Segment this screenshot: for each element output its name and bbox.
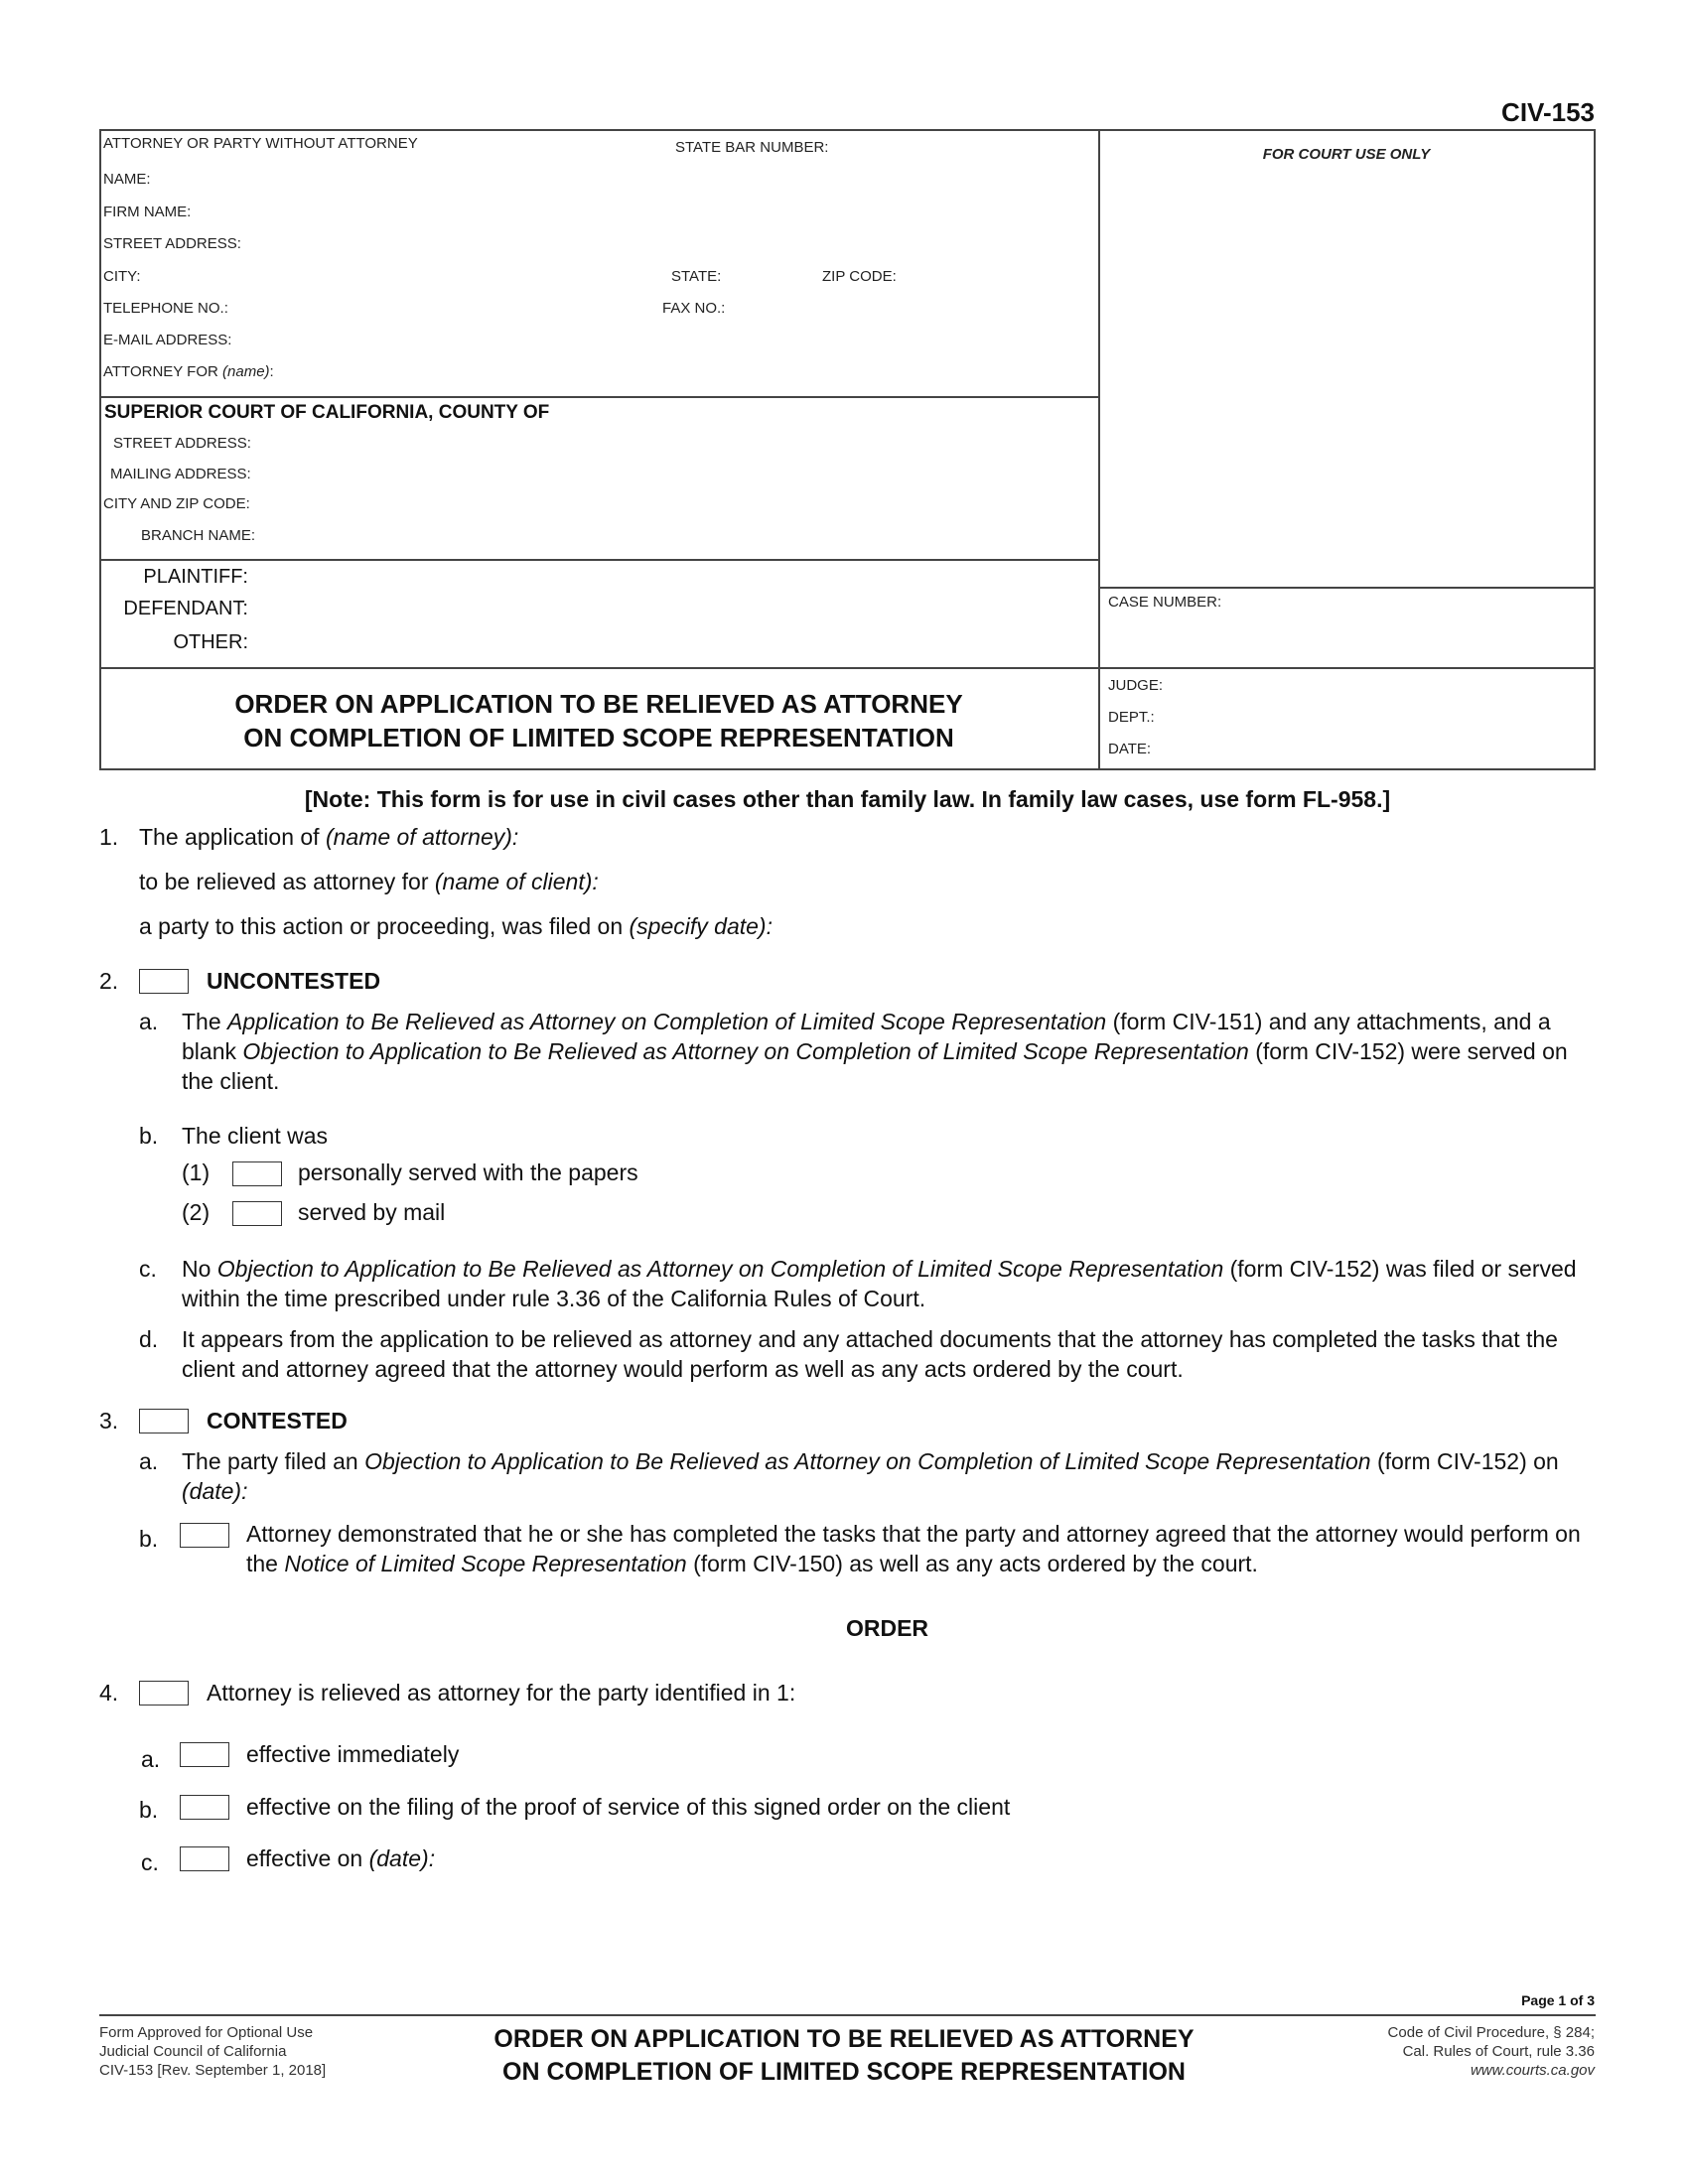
attorney-party-label: ATTORNEY OR PARTY WITHOUT ATTORNEY [103, 135, 418, 152]
caption-right-border [1594, 129, 1596, 769]
court-street-label: STREET ADDRESS: [113, 435, 251, 452]
footer-left: Form Approved for Optional Use Judicial Council of California CIV-153 [Rev. September 1, 2018] [99, 2024, 327, 2079]
item3b-text: Attorney demonstrated that he or she has completed the tasks that the party and attorney agreed that the attorney would perform on the Notice of Limited Scope Representation (form CIV-150) as well as any acts ordered by the court. [246, 1521, 1581, 1576]
item4c-text: effective on (date): [246, 1845, 436, 1871]
footer-title: ORDER ON APPLICATION TO BE RELIEVED AS ATTORNEY ON COMPLETION OF LIMITED SCOPE REPRESENTATION [493, 2025, 1195, 2086]
effective-on-date-checkbox[interactable] [180, 1846, 229, 1871]
attorney-for-label: ATTORNEY FOR (name): [103, 363, 274, 380]
page-number: Page 1 of 3 [1521, 1992, 1595, 2008]
court-block-divider [99, 559, 1098, 561]
item2b2-number: (2) [182, 1199, 211, 1225]
judge-label: JUDGE: [1108, 677, 1164, 694]
contested-heading: CONTESTED [207, 1408, 348, 1433]
item2b1-text: personally served with the papers [298, 1160, 638, 1185]
name-label: NAME: [103, 171, 151, 188]
attorney-relieved-checkbox[interactable] [139, 1681, 189, 1706]
item1-line1: The application of (name of attorney): [139, 824, 519, 850]
item2c-label: c. [139, 1256, 157, 1282]
item2d-text: It appears from the application to be relieved as attorney and any attached documents that the attorney has completed the tasks that the client and attorney agreed that the attorney would perform as well as any acts ordered by the court. [182, 1326, 1558, 1382]
item1-line3: a party to this action or proceeding, was filed on (specify date): [139, 913, 773, 939]
item4b-label: b. [139, 1797, 159, 1823]
email-label: E-MAIL ADDRESS: [103, 332, 232, 348]
personally-served-checkbox[interactable] [232, 1161, 282, 1186]
title-block-divider [99, 667, 1596, 669]
item2a-text: The Application to Be Relieved as Attorney on Completion of Limited Scope Representation (form CIV-151) and any attachments, and a blank Objection to Application to Be Relieved as Attorney on Completion of Limited Scope Representation (form CIV-152) were served on the client. [182, 1009, 1568, 1094]
form-title: ORDER ON APPLICATION TO BE RELIEVED AS ATTORNEY ON COMPLETION OF LIMITED SCOPE REPRESENTATION [234, 689, 963, 752]
court-branch-label: BRANCH NAME: [141, 527, 256, 544]
item3b-label: b. [139, 1526, 159, 1552]
item3a-label: a. [139, 1448, 159, 1474]
order-heading: ORDER [845, 1615, 929, 1641]
fax-label: FAX NO.: [662, 300, 726, 317]
item3-number: 3. [99, 1408, 119, 1433]
caption-middle-divider [1098, 129, 1100, 769]
caption-top-border [99, 129, 1596, 131]
effective-on-filing-checkbox[interactable] [180, 1795, 229, 1820]
state-label: STATE: [671, 268, 722, 285]
item2-number: 2. [99, 968, 119, 994]
caption-bottom-border [99, 768, 1596, 770]
form-number: CIV-153 [1501, 97, 1595, 127]
plaintiff-label: PLAINTIFF: [143, 566, 248, 588]
item2c-text: No Objection to Application to Be Relieved as Attorney on Completion of Limited Scope Representation (form CIV-152) was filed or served within the time prescribed under rule 3.36 of the California Rules of Court. [182, 1256, 1577, 1311]
item4-number: 4. [99, 1680, 119, 1706]
firm-name-label: FIRM NAME: [103, 204, 192, 220]
item1-number: 1. [99, 824, 119, 850]
item2b-text: The client was [182, 1123, 329, 1149]
item3a-text: The party filed an Objection to Application to Be Relieved as Attorney on Completion of Limited Scope Representation (form CIV-152) on (date): [182, 1448, 1559, 1504]
item2b1-number: (1) [182, 1160, 211, 1185]
item2b-label: b. [139, 1123, 159, 1149]
footer-rule [99, 2014, 1596, 2016]
court-heading: SUPERIOR COURT OF CALIFORNIA, COUNTY OF [104, 402, 550, 423]
served-by-mail-checkbox[interactable] [232, 1201, 282, 1226]
item2a-label: a. [139, 1009, 159, 1034]
footer-right: Code of Civil Procedure, § 284; Cal. Rules of Court, rule 3.36 www.courts.ca.gov [1387, 2024, 1595, 2079]
other-label: OTHER: [173, 631, 248, 653]
effective-immediately-checkbox[interactable] [180, 1742, 229, 1767]
item4c-label: c. [141, 1849, 159, 1875]
item4a-label: a. [141, 1746, 161, 1772]
item2b2-text: served by mail [298, 1199, 446, 1225]
court-use-label: FOR COURT USE ONLY [1262, 146, 1431, 163]
court-city-zip-label: CITY AND ZIP CODE: [103, 495, 250, 512]
item2d-label: d. [139, 1326, 159, 1352]
item4a-text: effective immediately [246, 1741, 460, 1767]
attorney-demonstrated-checkbox[interactable] [180, 1523, 229, 1548]
attorney-block-divider [99, 396, 1098, 398]
date-label: DATE: [1108, 741, 1152, 757]
caption-left-border [99, 129, 101, 769]
item1-line2: to be relieved as attorney for (name of client): [139, 869, 599, 894]
item4b-text: effective on the filing of the proof of service of this signed order on the client [246, 1794, 1011, 1820]
court-mailing-label: MAILING ADDRESS: [110, 466, 251, 482]
case-number-divider [1098, 587, 1595, 589]
state-bar-label: STATE BAR NUMBER: [675, 139, 829, 156]
form-note: [Note: This form is for use in civil cases other than family law. In family law cases, use form FL-958.] [304, 786, 1391, 812]
city-label: CITY: [103, 268, 141, 285]
case-number-label: CASE NUMBER: [1108, 594, 1222, 611]
contested-checkbox[interactable] [139, 1409, 189, 1433]
telephone-label: TELEPHONE NO.: [103, 300, 228, 317]
uncontested-checkbox[interactable] [139, 969, 189, 994]
zip-code-label: ZIP CODE: [822, 268, 897, 285]
street-address-label: STREET ADDRESS: [103, 235, 241, 252]
dept-label: DEPT.: [1108, 709, 1155, 726]
item4-text: Attorney is relieved as attorney for the party identified in 1: [207, 1680, 796, 1706]
defendant-label: DEFENDANT: [123, 598, 248, 619]
uncontested-heading: UNCONTESTED [207, 968, 381, 994]
